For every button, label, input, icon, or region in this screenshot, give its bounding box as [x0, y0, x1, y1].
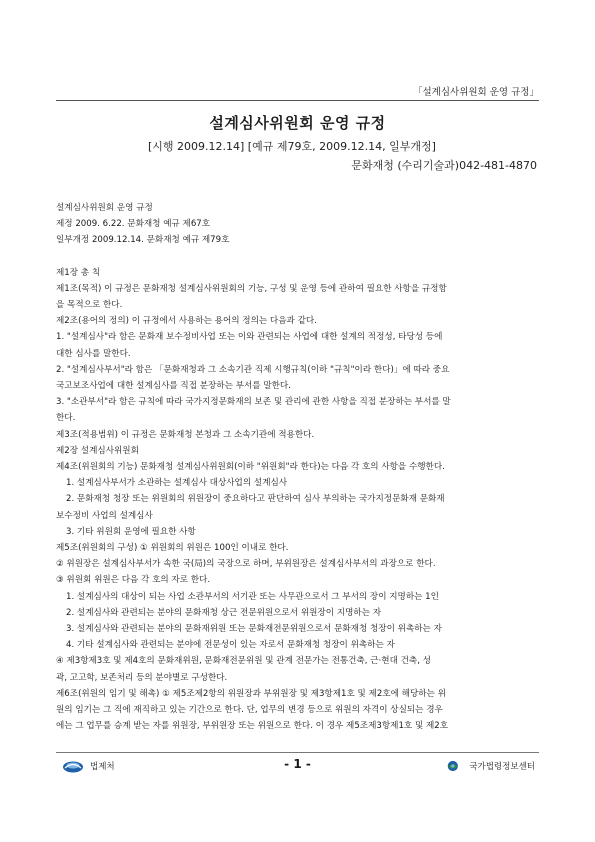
body-line: 제정 2009. 6.22. 문화재청 예규 제67호 — [56, 219, 211, 230]
body-line: ② 위원장은 설계심사부서가 속한 국(局)의 국장으로 하며, 부위원장은 설계심사부서의 과장으로 한다. — [56, 559, 436, 570]
body-line: 제2장 설계심사위원회 — [56, 445, 139, 456]
body-line: ④ 제3항제3호 및 제4호의 문화재위원, 문화재전문위원 및 관계 전문가는 전통건축, 근·현대 건축, 성 — [56, 656, 431, 667]
body-line: 설계심사위원회 운영 규정 — [56, 203, 153, 213]
body-line: 1. 설계심사의 대상이 되는 사업 소관부서의 서기관 또는 사무관으로서 그 부서의 장이 지명하는 1인 — [66, 591, 439, 602]
body-line: 4. 기타 설계심사와 관련되는 분야에 전문성이 있는 자로서 문화재청 청장이 위촉하는 자 — [66, 640, 395, 651]
document-header-tag: 「설계심사위원회 운영 규정」 — [413, 87, 539, 98]
body-line: 3. "소관부서"라 함은 규칙에 따라 국가지정문화재의 보존 및 관리에 관한 사항을 직접 분장하는 부서를 말 — [56, 397, 451, 408]
body-line: 원의 임기는 그 직에 재직하고 있는 기간으로 한다. 단, 업무의 변경 등으로 위원의 자격이 상실되는 경우 — [56, 705, 443, 716]
footer-left-label: 법제처 — [90, 762, 115, 772]
body-line: 제2조(용어의 정의) 이 규정에서 사용하는 용어의 정의는 다음과 같다. — [56, 316, 317, 327]
body-line: 2. 문화재청 청장 또는 위원회의 위원장이 중요하다고 판단하여 심사 부의하는 국가지정문화재 문화재 — [66, 494, 445, 505]
body-line: ③ 위원회 위원은 다음 각 호의 자로 한다. — [56, 575, 211, 586]
body-line: 2. 설계심사와 관련되는 분야의 문화재청 상근 전문위원으로서 위원장이 지명하는 자 — [66, 607, 382, 618]
body-line: 보수정비 사업의 설계심사 — [56, 510, 153, 521]
revision-info: [시행 2009.12.14] [예규 제79호, 2009.12.14, 일부개정] — [148, 140, 436, 153]
contact-info: 문화재청 (수리기술과)042-481-4870 — [351, 159, 537, 172]
footer-right — [447, 758, 535, 774]
header-rule — [56, 100, 539, 101]
document-body — [56, 200, 544, 735]
body-line: 제4조(위원회의 기능) 문화재청 설계심사위원회(이하 "위원회"라 한다)는 다음 각 호의 사항을 수행한다. — [56, 462, 445, 473]
body-line: 3. 기타 위원회 운영에 필요한 사항 — [66, 526, 196, 537]
footer-rule — [56, 752, 539, 753]
body-line: 제3조(적용범위) 이 규정은 문화재청 본청과 그 소속기관에 적용한다. — [56, 429, 315, 440]
body-line: 한다. — [56, 413, 76, 424]
body-line: 에는 그 업무를 승계 받는 자를 위원장, 부위원장 또는 위원으로 한다. 이 경우 제5조제3항제1호 및 제2호 — [56, 721, 449, 732]
body-line: 2. "설계심사부서"라 함은 「문화재청과 그 소속기관 직제 시행규칙(이하 "규칙"이라 한다)」에 따라 중요 — [56, 364, 450, 375]
body-line: 1. "설계심사"라 함은 문화재 보수정비사업 또는 이와 관련되는 사업에 대한 설계의 적정성, 타당성 등에 — [56, 332, 443, 343]
body-line: 제1장 총 칙 — [56, 267, 101, 278]
body-line: 대한 심사를 말한다. — [56, 348, 131, 359]
body-line: 곽, 고고학, 보존처리 등의 분야별로 구성한다. — [56, 672, 228, 683]
body-line: 국고보조사업에 대한 설계심사를 직접 분장하는 부서를 말한다. — [56, 381, 291, 392]
body-line: 3. 설계심사와 관련되는 분야의 문화재위원 또는 문화재전문위원으로서 문화재청 청장이 위촉하는 자 — [66, 624, 442, 635]
page-number: - 1 - — [284, 757, 311, 771]
body-line: 제1조(목적) 이 규정은 문화재청 설계심사위원회의 기능, 구성 및 운영 등에 관하여 필요한 사항을 규정함 — [56, 283, 447, 294]
body-line: 제5조(위원회의 구성) ① 위원회의 위원은 100인 이내로 한다. — [56, 543, 289, 554]
body-line: 1. 설계심사부서가 소관하는 설계심사 대상사업의 설계심사 — [66, 478, 288, 489]
body-line — [56, 249, 544, 265]
document-title: 설계심사위원회 운영 규정 — [209, 114, 386, 132]
footer-right-label: 국가법령정보센터 — [469, 762, 535, 772]
body-line: 제6조(위원의 임기 및 해촉) ① 제5조제2항의 위원장과 부위원장 및 제3항제1호 및 제2호에 해당하는 위 — [56, 688, 446, 699]
body-line: 일부개정 2009.12.14. 문화재청 예규 제79호 — [56, 235, 230, 246]
body-line: 을 목적으로 한다. — [56, 300, 123, 311]
law-center-logo-icon — [447, 758, 463, 774]
